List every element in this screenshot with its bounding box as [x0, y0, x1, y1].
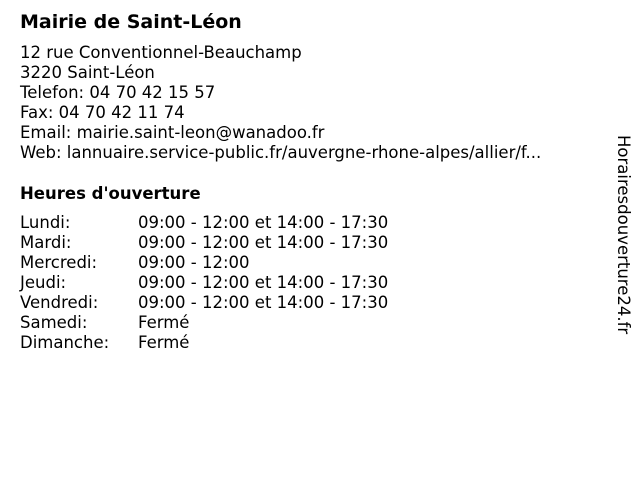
- hours-row-monday: [20, 213, 450, 233]
- site-watermark: Horairesdouverture24.fr: [614, 135, 633, 335]
- fax-number: Fax: 04 70 42 11 74: [20, 103, 185, 122]
- time-range: 09:00 - 12:00 et 14:00 - 17:30: [138, 233, 389, 252]
- hours-row-sunday: [20, 333, 450, 353]
- contact-info: [20, 43, 541, 163]
- day-label: Vendredi:: [20, 293, 99, 312]
- hours-row-saturday: [20, 313, 450, 333]
- hours-row-thursday: [20, 273, 450, 293]
- opening-hours-heading: Heures d'ouverture: [20, 184, 201, 203]
- website-url: Web: lannuaire.service-public.fr/auvergne-rhone-alpes/allier/f...: [20, 143, 542, 162]
- day-label: Mardi:: [20, 233, 72, 252]
- day-label: Lundi:: [20, 213, 71, 232]
- time-range: 09:00 - 12:00 et 14:00 - 17:30: [138, 213, 389, 232]
- time-range: Fermé: [138, 333, 190, 352]
- page-title: Mairie de Saint-Léon: [20, 11, 242, 33]
- day-label: Samedi:: [20, 313, 88, 332]
- hours-row-wednesday: [20, 253, 450, 273]
- opening-hours-table: [20, 213, 450, 353]
- address-city: 3220 Saint-Léon: [20, 63, 155, 82]
- address-street: 12 rue Conventionnel-Beauchamp: [20, 43, 302, 62]
- phone-number: Telefon: 04 70 42 15 57: [20, 83, 216, 102]
- time-range: Fermé: [138, 313, 190, 332]
- day-label: Dimanche:: [20, 333, 110, 352]
- hours-row-tuesday: [20, 233, 450, 253]
- email-address: Email: mairie.saint-leon@wanadoo.fr: [20, 123, 325, 142]
- day-label: Jeudi:: [20, 273, 67, 292]
- time-range: 09:00 - 12:00 et 14:00 - 17:30: [138, 293, 389, 312]
- day-label: Mercredi:: [20, 253, 98, 272]
- hours-row-friday: [20, 293, 450, 313]
- time-range: 09:00 - 12:00 et 14:00 - 17:30: [138, 273, 389, 292]
- time-range: 09:00 - 12:00: [138, 253, 250, 272]
